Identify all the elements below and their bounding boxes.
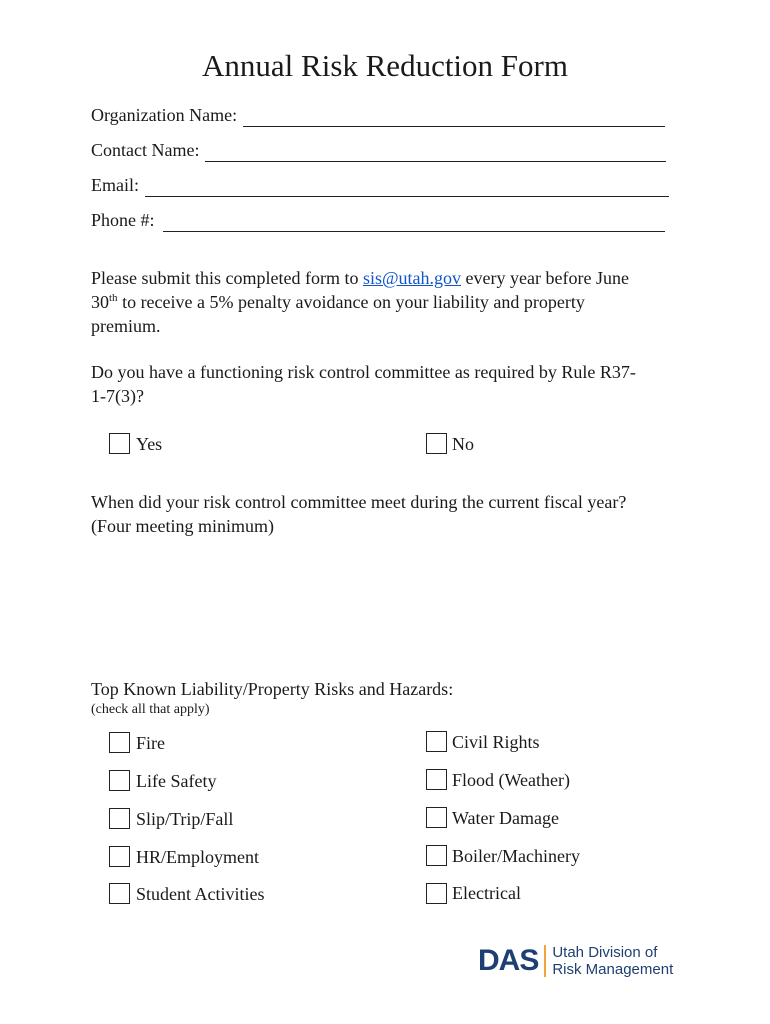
das-logo-abbr: DAS (478, 944, 539, 977)
instructions-date: 30 (91, 292, 109, 312)
slip-trip-fall-label: Slip/Trip/Fall (136, 809, 234, 829)
yes-checkbox[interactable] (109, 433, 130, 454)
logo-divider (544, 945, 546, 977)
electrical-label: Electrical (452, 883, 521, 903)
instructions-text-2: every year before June (461, 268, 629, 288)
flood-weather-checkbox[interactable] (426, 769, 447, 790)
logo-text (552, 944, 673, 978)
no-checkbox[interactable] (426, 433, 447, 454)
life-safety-label: Life Safety (136, 771, 217, 791)
slip-trip-fall-checkbox[interactable] (109, 808, 130, 829)
contact-name-label: Contact Name: (91, 140, 200, 160)
phone-label: Phone #: (91, 210, 155, 230)
water-damage-label: Water Damage (452, 808, 559, 828)
boiler-machinery-label: Boiler/Machinery (452, 846, 580, 866)
instructions-text: Please submit this completed form to (91, 268, 363, 288)
meeting-dates-answer-area[interactable] (91, 545, 681, 665)
logo-line1: Utah Division of (552, 944, 658, 961)
organization-name-label: Organization Name: (91, 105, 238, 125)
hr-employment-label: HR/Employment (136, 847, 259, 867)
civil-rights-checkbox[interactable] (426, 731, 447, 752)
email-row (91, 173, 669, 197)
risks-subheading: (check all that apply) (91, 702, 210, 717)
phone-field[interactable] (163, 211, 665, 232)
fire-checkbox[interactable] (109, 732, 130, 753)
civil-rights-label: Civil Rights (452, 732, 540, 752)
life-safety-checkbox[interactable] (109, 770, 130, 791)
risks-heading: Top Known Liability/Property Risks and Hazards: (91, 679, 454, 699)
logo-line2: Risk Management (552, 961, 674, 978)
yes-label: Yes (136, 434, 163, 454)
organization-name-row (91, 103, 665, 127)
das-logo (478, 941, 683, 981)
flood-weather-label: Flood (Weather) (452, 770, 571, 790)
email-label: Email: (91, 175, 139, 195)
instructions-text-3: to receive a 5% penalty avoidance on your liability and property (117, 292, 585, 312)
meeting-question-line2: (Four meeting minimum) (91, 516, 274, 536)
contact-name-row (91, 138, 666, 162)
meeting-question-line1: When did your risk control committee meet during the current fiscal year? (91, 492, 627, 512)
water-damage-checkbox[interactable] (426, 807, 447, 828)
no-label: No (452, 434, 474, 454)
meeting-question (91, 490, 681, 538)
page-title: Annual Risk Reduction Form (202, 48, 568, 83)
boiler-machinery-checkbox[interactable] (426, 845, 447, 866)
organization-name-field[interactable] (243, 106, 665, 127)
phone-row (91, 208, 665, 232)
email-link[interactable]: sis@utah.gov (362, 268, 462, 288)
contact-name-field[interactable] (205, 141, 666, 162)
committee-question-line1: Do you have a functioning risk control committee as required by Rule R37- (91, 362, 636, 382)
instructions-paragraph (91, 266, 681, 338)
student-activities-checkbox[interactable] (109, 883, 130, 904)
email-field[interactable] (145, 176, 669, 197)
fire-label: Fire (136, 733, 165, 753)
committee-question (91, 360, 681, 408)
student-activities-label: Student Activities (136, 884, 265, 904)
hr-employment-checkbox[interactable] (109, 846, 130, 867)
instructions-text-4: premium. (91, 316, 161, 336)
instructions-date-suffix: th (109, 292, 118, 304)
committee-question-line2: 1-7(3)? (91, 386, 144, 406)
electrical-checkbox[interactable] (426, 883, 447, 904)
